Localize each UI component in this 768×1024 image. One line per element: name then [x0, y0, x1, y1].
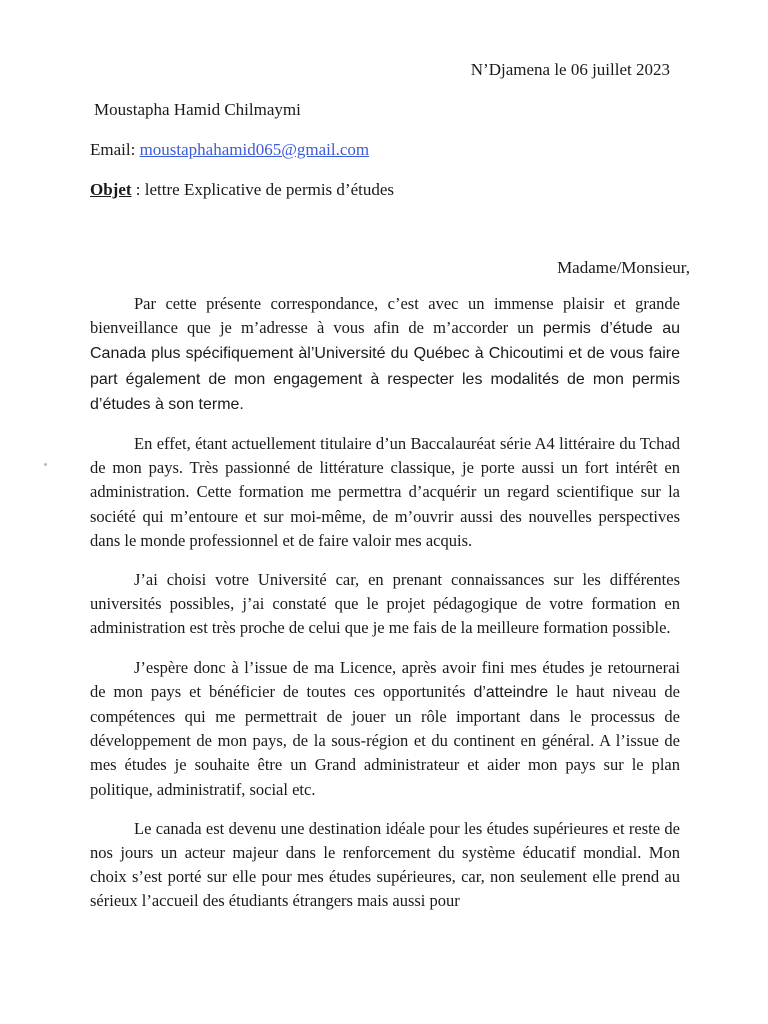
paragraph-4-sans: d’atteindre — [473, 683, 549, 701]
email-link[interactable]: moustaphahamid065@gmail.com — [139, 140, 370, 159]
paragraph-1 — [90, 292, 680, 417]
sender-name: Moustapha Hamid Chilmaymi — [94, 100, 301, 119]
paragraph-3: J’ai choisi votre Université car, en prenant connaissances sur les différentes universités possibles, j’ai constaté que le projet pédagogique de votre formation en administration est très proche de celui que je me fais de la meilleure formation possible. — [90, 570, 680, 638]
paragraph-1-sans: permis d’étude au Canada plus spécifiquement àl’Université du Québec à Chicoutimi et de vous faire part également de mon engagement à respecter les modalités de mon permis d’études à son terme. — [90, 320, 681, 413]
paragraph-4-b: le haut niveau de compétences qui me permettrait de jouer un rôle important dans le processus de développement de mon pays, de la sous-région et du continent en général. A l’issue de mes études je souhaite être un Grand administrateur et aider mon pays sur le plan politique, administratif, social etc. — [90, 681, 680, 799]
letter-body — [90, 292, 680, 929]
salutation: Madame/Monsieur, — [557, 258, 690, 277]
subject-text: : lettre Explicative de permis d’études — [131, 180, 395, 199]
paragraph-4-a: J’espère donc à l’issue de ma Licence, après avoir fini mes études je retournerai de mon pays et bénéficier de toutes ces opportunités — [90, 657, 680, 701]
letter-date: N’Djamena le 06 juillet 2023 — [470, 60, 670, 79]
paragraph-5: Le canada est devenu une destination idéale pour les études supérieures et reste de nos jours un acteur majeur dans le renforcement du système éducatif mondial. Mon choix s’est porté sur elle pour mes études supérieures, car, non seulement elle prend au sérieux l’accueil des étudiants étrangers mais aussi pour — [90, 818, 680, 911]
paragraph-4 — [90, 656, 680, 802]
subject-label: Objet — [90, 180, 132, 199]
paragraph-1-serif: Par cette présente correspondance, c’est avec un immense plaisir et grande bienveillance que je m’adresse à vous afin de m’accorder un — [90, 294, 680, 338]
email-line — [90, 140, 369, 160]
email-label: Email: — [90, 140, 140, 159]
subject-line — [90, 180, 394, 200]
paragraph-2: En effet, étant actuellement titulaire d’un Baccalauréat série A4 littéraire du Tchad de mon pays. Très passionné de littérature classique, je porte aussi un fort intérêt en administration. Cette formation me permettra d’acquérir un regard scientifique sur la société qui m’entoure et sur moi-même, de m’ouvrir aussi des nouvelles perspectives dans le monde professionnel et de faire valoir mes acquis. — [90, 434, 680, 550]
scan-speck — [44, 463, 47, 466]
